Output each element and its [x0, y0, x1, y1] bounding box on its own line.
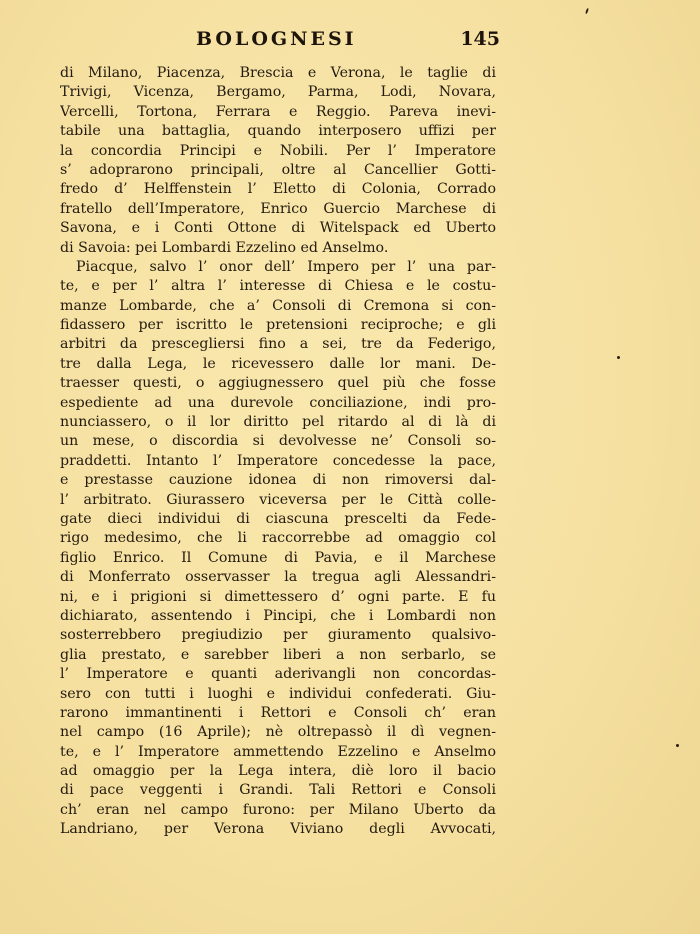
text-line: di Milano, Piacenza, Brescia e Verona, le taglie di: [60, 65, 496, 81]
text-line: di pace veggenti i Grandi. Tali Rettori e Consoli: [60, 782, 496, 799]
text-line: dichiarato, assentendo i Pincipi, che i Lombardi non: [60, 607, 496, 624]
text-line: nel campo (16 Aprile); nè oltrepassò il dì vegnen-: [60, 724, 496, 741]
text-line: nunciassero, o il lor diritto pel ritardo al di là di: [60, 414, 496, 431]
text-line: fratello dell’Imperatore, Enrico Guercio Marchese di: [60, 200, 496, 217]
text-line: traesser questi, o aggiugnessero quel più che fosse: [60, 375, 496, 392]
text-line: Savona, e i Conti Ottone di Witelspack ed Uberto: [60, 220, 496, 237]
text-line: Landriano, per Verona Viviano degli Avvocati,: [60, 821, 496, 838]
text-line: glia prestato, e sarebber liberi a non serbarlo, se: [60, 646, 496, 663]
body-text: [60, 64, 496, 840]
text-line: sosterrebbero pregiudizio per giuramento qualsivo-: [60, 627, 496, 644]
paper-speck: [676, 744, 679, 747]
text-line: la concordia Principi e Nobili. Per l’ Imperatore: [60, 142, 496, 159]
text-line: ni, e i prigioni si dimettessero d’ ogni parte. E fu: [60, 588, 496, 605]
text-line: l’ Imperatore e quanti aderivangli non concordas-: [60, 666, 496, 683]
text-line: rarono immantinenti i Rettori e Consoli ch’ eran: [60, 704, 496, 721]
page-number: 145: [460, 28, 500, 50]
text-line: Piacque, salvo l’ onor dell’ Impero per l’ una par-: [76, 258, 496, 275]
text-line: l’ arbitrato. Giurassero viceversa per le Città colle-: [60, 491, 496, 508]
text-line: arbitri da prescegliersi fino a sei, tre da Federigo,: [60, 336, 496, 353]
text-line: di Monferrato osservasser la tregua agli Alessandri-: [60, 569, 496, 586]
text-line: manze Lombarde, che a’ Consoli di Cremona si con-: [60, 297, 496, 314]
text-line: sero con tutti i luoghi e individui confederati. Giu-: [60, 685, 496, 702]
text-line: rigo medesimo, che li raccorrebbe ad omaggio col: [60, 530, 496, 547]
text-line: ch’ eran nel campo furono: per Milano Uberto da: [60, 801, 496, 818]
running-head: [60, 28, 500, 56]
text-line: espediente ad una durevole conciliazione, indi pro-: [60, 394, 496, 411]
text-line: un mese, o discordia si devolvesse ne’ Consoli so-: [60, 433, 496, 450]
text-line: te, e l’ Imperatore ammettendo Ezzelino e Anselmo: [60, 743, 496, 760]
paper-speck: [617, 356, 620, 359]
text-line: Vercelli, Tortona, Ferrara e Reggio. Pareva inevi-: [60, 103, 496, 120]
text-line: te, e per l’ altra l’ interesse di Chiesa e le costu-: [60, 278, 496, 295]
text-line: tre dalla Lega, le ricevessero dalle lor mani. De-: [60, 355, 496, 372]
text-line: figlio Enrico. Il Comune di Pavia, e il Marchese: [60, 549, 496, 566]
text-line: praddetti. Intanto l’ Imperatore concedesse la pace,: [60, 452, 496, 469]
text-line: di Savoia: pei Lombardi Ezzelino ed Anselmo.: [60, 239, 389, 256]
text-line: fredo d’ Helffenstein l’ Eletto di Colonia, Corrado: [60, 181, 496, 198]
text-line: Trivigi, Vicenza, Bergamo, Parma, Lodi, Novara,: [60, 84, 496, 101]
running-title: BOLOGNESI: [196, 28, 357, 50]
text-line: ad omaggio per la Lega intera, diè loro il bacio: [60, 763, 496, 780]
text-line: tabile una battaglia, quando interposero uffizi per: [60, 123, 496, 140]
text-line: e prestasse cauzione idonea di non rimoversi dal-: [60, 472, 496, 489]
text-line: gate dieci individui di ciascuna prescelti da Fede-: [60, 510, 496, 527]
text-line: fidassero per iscritto le pretensioni reciproche; e gli: [60, 317, 496, 334]
text-line: s’ adoprarono principali, oltre al Cancellier Gotti-: [60, 161, 496, 178]
paper-speck: [585, 8, 589, 14]
